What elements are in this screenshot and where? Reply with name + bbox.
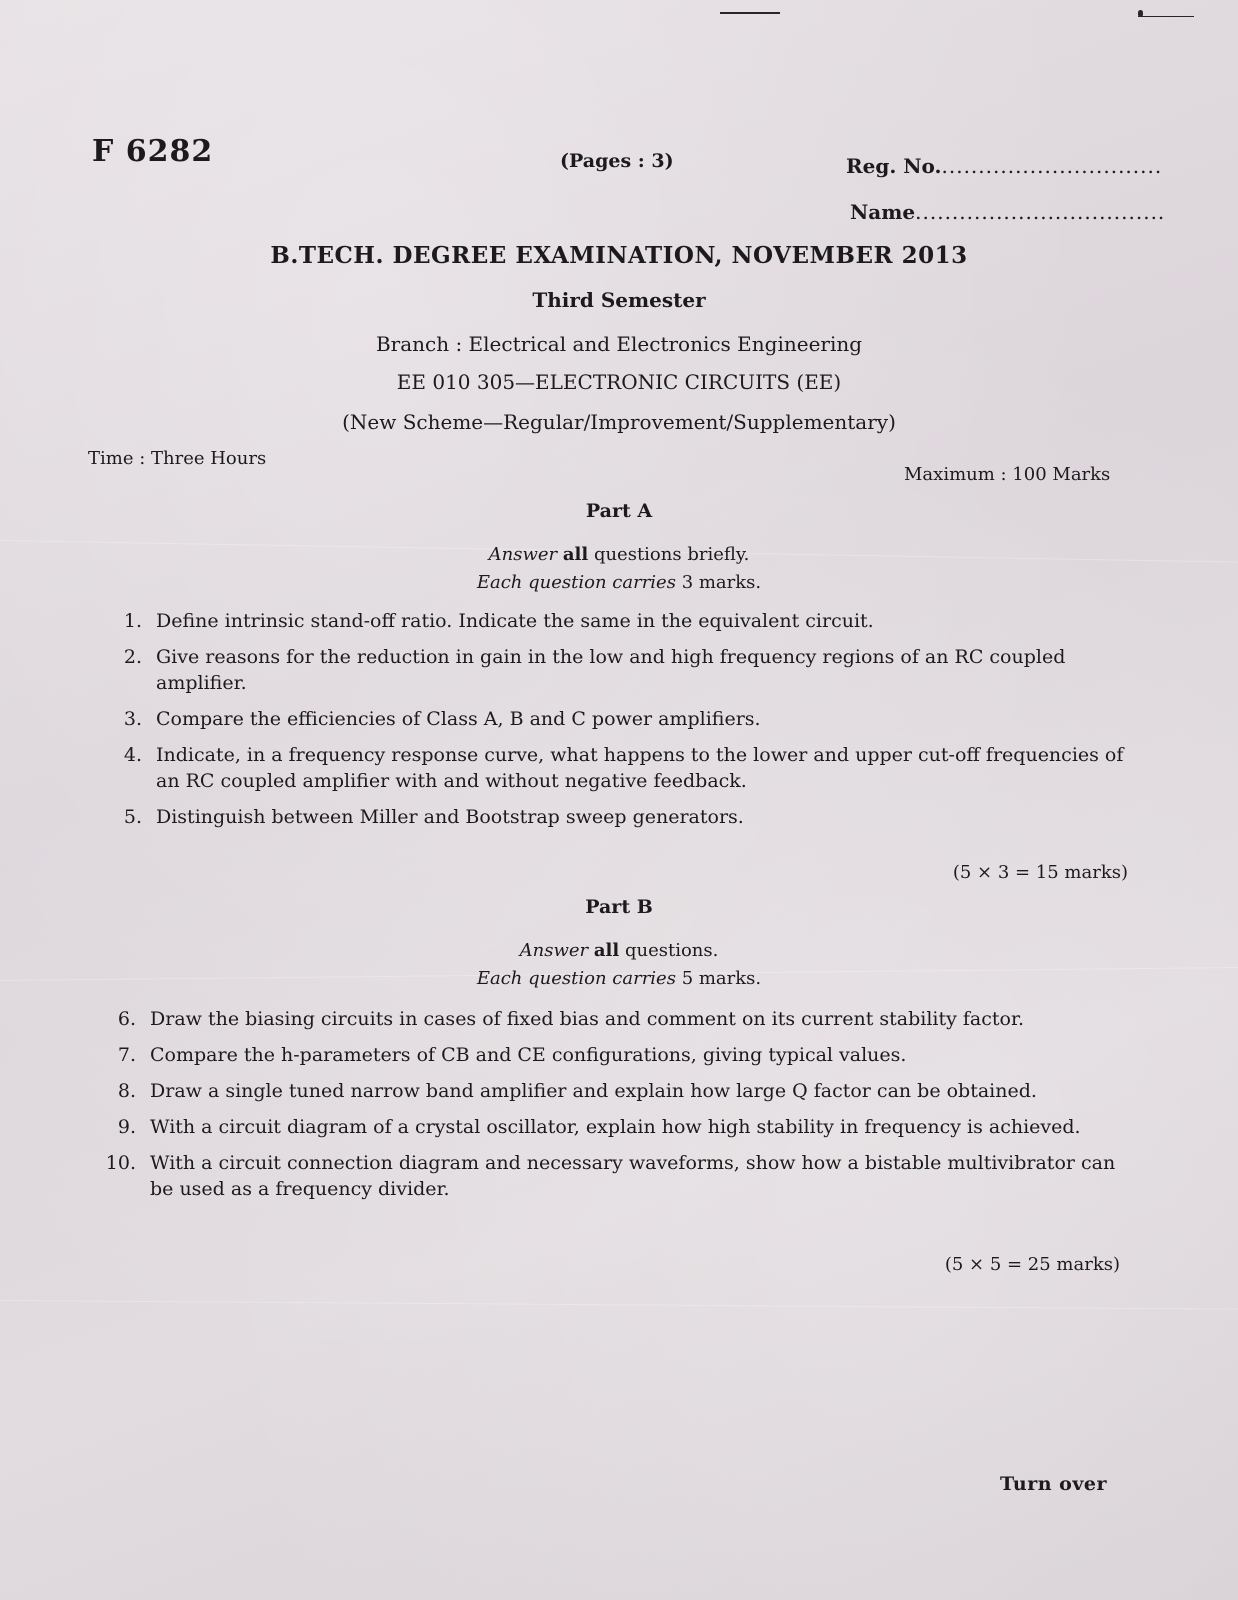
question-item <box>94 1042 1134 1068</box>
part-b-instr-all: all <box>593 940 620 961</box>
part-b-total-marks: (5 × 5 = 25 marks) <box>944 1254 1120 1275</box>
question-item <box>100 644 1130 696</box>
reg-no-label: Reg. No. <box>846 154 942 178</box>
question-item <box>100 706 1130 732</box>
part-b-instr-answer: Answer <box>519 940 589 961</box>
branch: Branch : Electrical and Electronics Engineering <box>375 332 863 356</box>
scheme: (New Scheme—Regular/Improvement/Supplementary) <box>342 410 896 434</box>
reg-no-dots: .............................. <box>941 154 1163 178</box>
question-text: Compare the h-parameters of CB and CE configurations, giving typical values. <box>150 1044 907 1066</box>
question-text: Draw a single tuned narrow band amplifier and explain how large Q factor can be obtained. <box>150 1080 1037 1102</box>
scan-mark <box>1138 10 1143 17</box>
question-number: 8. <box>117 1080 136 1102</box>
question-number: 7. <box>117 1044 136 1066</box>
question-text: Compare the efficiencies of Class A, B and C power amplifiers. <box>156 708 761 730</box>
question-text: With a circuit diagram of a crystal oscillator, explain how high stability in frequency is achieved. <box>150 1116 1081 1138</box>
name-dots: .................................. <box>915 200 1166 224</box>
part-b-instr-each: Each question carries <box>476 968 676 989</box>
part-a-instr-rest: questions briefly. <box>593 544 750 565</box>
semester: Third Semester <box>532 288 706 312</box>
reg-no-field <box>846 154 1162 178</box>
part-a-total-marks: (5 × 3 = 15 marks) <box>952 862 1128 883</box>
exam-title: B.TECH. DEGREE EXAMINATION, NOVEMBER 2013 <box>270 242 968 269</box>
turn-over-note: Turn over <box>1000 1473 1107 1495</box>
exam-time: Time : Three Hours <box>88 448 267 469</box>
part-a-instr-answer: Answer <box>488 544 558 565</box>
part-a-instr-marks: 3 marks. <box>681 572 762 593</box>
question-item <box>94 1150 1134 1202</box>
question-number: 6. <box>117 1008 136 1030</box>
question-text: Give reasons for the reduction in gain in the low and high frequency regions of an RC coupled amplifier. <box>156 646 1066 694</box>
paper-crease <box>0 1300 1238 1310</box>
scan-mark <box>1138 16 1194 17</box>
question-text: Indicate, in a frequency response curve, what happens to the lower and upper cut-off frequencies of an RC coupled amplifier with and without negative feedback. <box>156 744 1124 792</box>
part-b-question-list <box>94 1006 1134 1212</box>
question-item <box>94 1114 1134 1140</box>
paper-code: F 6282 <box>92 134 214 169</box>
part-b-instruction <box>0 940 1238 961</box>
part-a-title: Part A <box>585 500 653 522</box>
name-field <box>850 200 1165 224</box>
part-a-question-list <box>100 608 1130 840</box>
question-item <box>100 804 1130 830</box>
question-number: 2. <box>123 646 142 668</box>
question-item <box>100 742 1130 794</box>
question-number: 1. <box>123 610 142 632</box>
part-b-instr-rest: questions. <box>624 940 719 961</box>
question-number: 4. <box>123 744 142 766</box>
course-title: EE 010 305—ELECTRONIC CIRCUITS (EE) <box>396 370 842 394</box>
part-a-instruction <box>0 544 1238 565</box>
part-b-marks-instruction <box>0 968 1238 989</box>
question-number: 9. <box>117 1116 136 1138</box>
max-marks: Maximum : 100 Marks <box>904 464 1111 485</box>
question-item <box>100 608 1130 634</box>
question-item <box>94 1006 1134 1032</box>
part-b-instr-marks: 5 marks. <box>681 968 762 989</box>
part-a-instr-each: Each question carries <box>476 572 676 593</box>
question-number: 10. <box>105 1152 136 1174</box>
question-item <box>94 1078 1134 1104</box>
question-text: Define intrinsic stand-off ratio. Indicate the same in the equivalent circuit. <box>156 610 874 632</box>
part-a-instr-all: all <box>562 544 589 565</box>
part-a-marks-instruction <box>0 572 1238 593</box>
question-number: 5. <box>123 806 142 828</box>
page-count: (Pages : 3) <box>560 150 674 172</box>
part-b-title: Part B <box>585 896 653 918</box>
scan-mark <box>720 12 780 14</box>
name-label: Name <box>850 200 916 224</box>
question-number: 3. <box>123 708 142 730</box>
question-text: Distinguish between Miller and Bootstrap sweep generators. <box>156 806 744 828</box>
question-text: Draw the biasing circuits in cases of fixed bias and comment on its current stability factor. <box>150 1008 1024 1030</box>
question-text: With a circuit connection diagram and necessary waveforms, show how a bistable multivibrator can be used as a frequency divider. <box>150 1152 1116 1200</box>
